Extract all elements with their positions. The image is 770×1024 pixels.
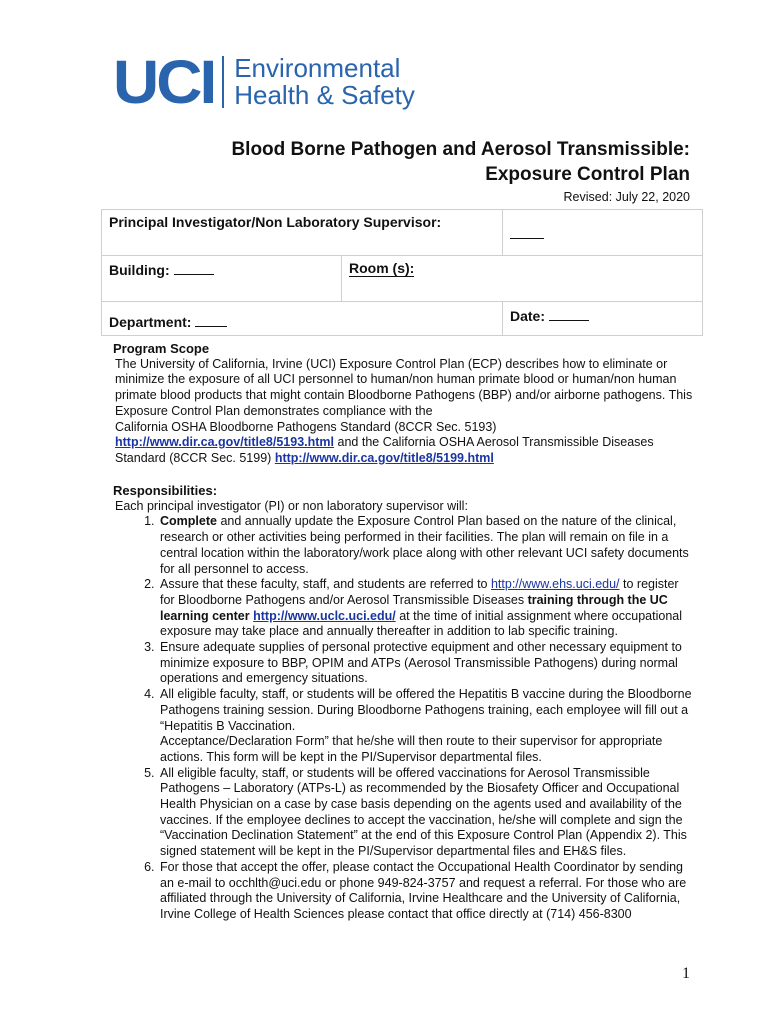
list-item xyxy=(158,577,693,640)
pi-label: Principal Investigator/Non Laboratory Supervisor: xyxy=(109,214,442,230)
scope-text-1: The University of California, Irvine (UCI) Exposure Control Plan (ECP) describes how to eliminate or minimize the exposure of all UCI personnel to human/non human primate blood or human/non human primate blood products that might contain Bloodborne Pathogens (BBP) and/or airborne pathogens. This Exposure Control Plan demonstrates compliance with the xyxy=(115,356,693,418)
pi-blank[interactable] xyxy=(510,224,544,239)
responsibilities-intro: Each principal investigator (PI) or non laboratory supervisor will: xyxy=(115,498,468,513)
logo-line-2: Health & Safety xyxy=(234,80,415,110)
item1-bold: Complete xyxy=(160,514,217,529)
responsibilities-list xyxy=(113,514,693,922)
item2-text-b: to register for Bloodborne Pathogens and/or Aerosol Transmissible Diseases xyxy=(160,577,679,607)
scope-text-2: California OSHA Bloodborne Pathogens Standard (8CCR Sec. 5193) xyxy=(115,419,497,434)
uclc-link[interactable]: http://www.uclc.uci.edu/ xyxy=(253,608,396,623)
ehs-link[interactable]: http://www.ehs.uci.edu/ xyxy=(490,577,620,592)
scope-link-5199[interactable]: http://www.dir.ca.gov/title8/5199.html xyxy=(274,450,494,465)
logo-mark: UCI xyxy=(113,47,215,117)
info-table xyxy=(101,209,703,336)
uci-ehs-logo xyxy=(113,47,415,117)
list-item: 3. Ensure adequate supplies of personal protective equipment and other necessary equipment to minimize exposure to BBP, OPIM and ATPs (Aerosol Transmissible Pathogens) during normal operations and emergency situations. xyxy=(158,640,693,687)
revised-date: Revised: July 22, 2020 xyxy=(563,190,690,204)
list-item: 6. For those that accept the offer, please contact the Occupational Health Coordinator by sending an e-mail to occhlth@uci.edu or phone 949-824-3757 and request a referral. For those who are affiliated through the University of California, Irvine Healthcare and the University of California, Irvine College of Health Sciences please contact that office directly at (714) 456-8300 xyxy=(158,860,693,923)
pi-value-cell[interactable] xyxy=(503,210,703,256)
program-scope-section xyxy=(113,341,693,467)
date-blank[interactable] xyxy=(549,306,589,321)
department-label: Department: xyxy=(109,314,192,330)
date-cell xyxy=(503,302,703,336)
pi-cell xyxy=(102,210,503,256)
responsibilities-heading: Responsibilities: xyxy=(113,483,218,498)
logo-line-1: Environmental xyxy=(234,53,401,83)
department-cell xyxy=(102,302,503,336)
scope-link-5193[interactable]: http://www.dir.ca.gov/title8/5193.html xyxy=(115,435,335,450)
item4-text-a: All eligible faculty, staff, or students will be offered the Hepatitis B vaccine during the Bloodborne Pathogens training session. During Bloodborne Pathogens training, each employee will fill out a “Hepatitis B Vaccination. xyxy=(160,687,692,733)
room-label: Room (s): xyxy=(349,260,415,276)
item2-text-c: at the time of initial assignment where occupational exposure may take place and annually thereafter in addition to lab specific training. xyxy=(160,608,682,639)
program-scope-text xyxy=(115,357,693,467)
building-blank[interactable] xyxy=(174,260,214,275)
date-label: Date: xyxy=(510,308,546,324)
item2-text-a: Assure that these faculty, staff, and students are referred to xyxy=(160,577,488,592)
program-scope-heading: Program Scope xyxy=(113,341,210,356)
page-number: 1 xyxy=(682,965,690,982)
building-cell xyxy=(102,256,342,302)
list-item xyxy=(158,687,693,766)
responsibilities-section xyxy=(113,483,693,923)
item4-text-b: Acceptance/Declaration Form” that he/she will then route to their supervisor for appropriate actions. This form will be kept in the PI/Supervisor departmental files. xyxy=(160,734,663,764)
logo-wordmark xyxy=(234,55,415,109)
title-line-1: Blood Borne Pathogen and Aerosol Transmissible: xyxy=(231,139,690,160)
room-cell xyxy=(342,256,703,302)
list-item xyxy=(158,514,693,577)
item1-text: and annually update the Exposure Control Plan based on the nature of the clinical, research or other activities being performed in their facilities. The plan will remain on file in a central location within the laboratory/work place along with other relevant UCI safety documents for all personnel to access. xyxy=(160,514,689,576)
title-line-2: Exposure Control Plan xyxy=(485,164,690,185)
logo-divider xyxy=(222,56,224,108)
item2-bold: training through the UC learning center xyxy=(160,592,668,623)
scope-text-3: and the California OSHA Aerosol Transmissible Diseases Standard (8CCR Sec. 5199) xyxy=(115,435,654,465)
department-blank[interactable] xyxy=(195,312,227,327)
document-title xyxy=(231,137,690,187)
list-item: 5. All eligible faculty, staff, or students will be offered vaccinations for Aerosol Transmissible Pathogens – Laboratory (ATPs-L) as recommended by the Biosafety Officer and Occupational Health Physician on a case by case basis depending on the agents used and availability of the vaccines. If the employee declines to accept the vaccination, he/she will complete and sign the “Vaccination Declination Statement” at the end of this Exposure Control Plan (Appendix 2). This signed statement will be kept in the PI/Supervisor departmental files and EH&S files. xyxy=(158,766,693,860)
building-label: Building: xyxy=(109,262,170,278)
